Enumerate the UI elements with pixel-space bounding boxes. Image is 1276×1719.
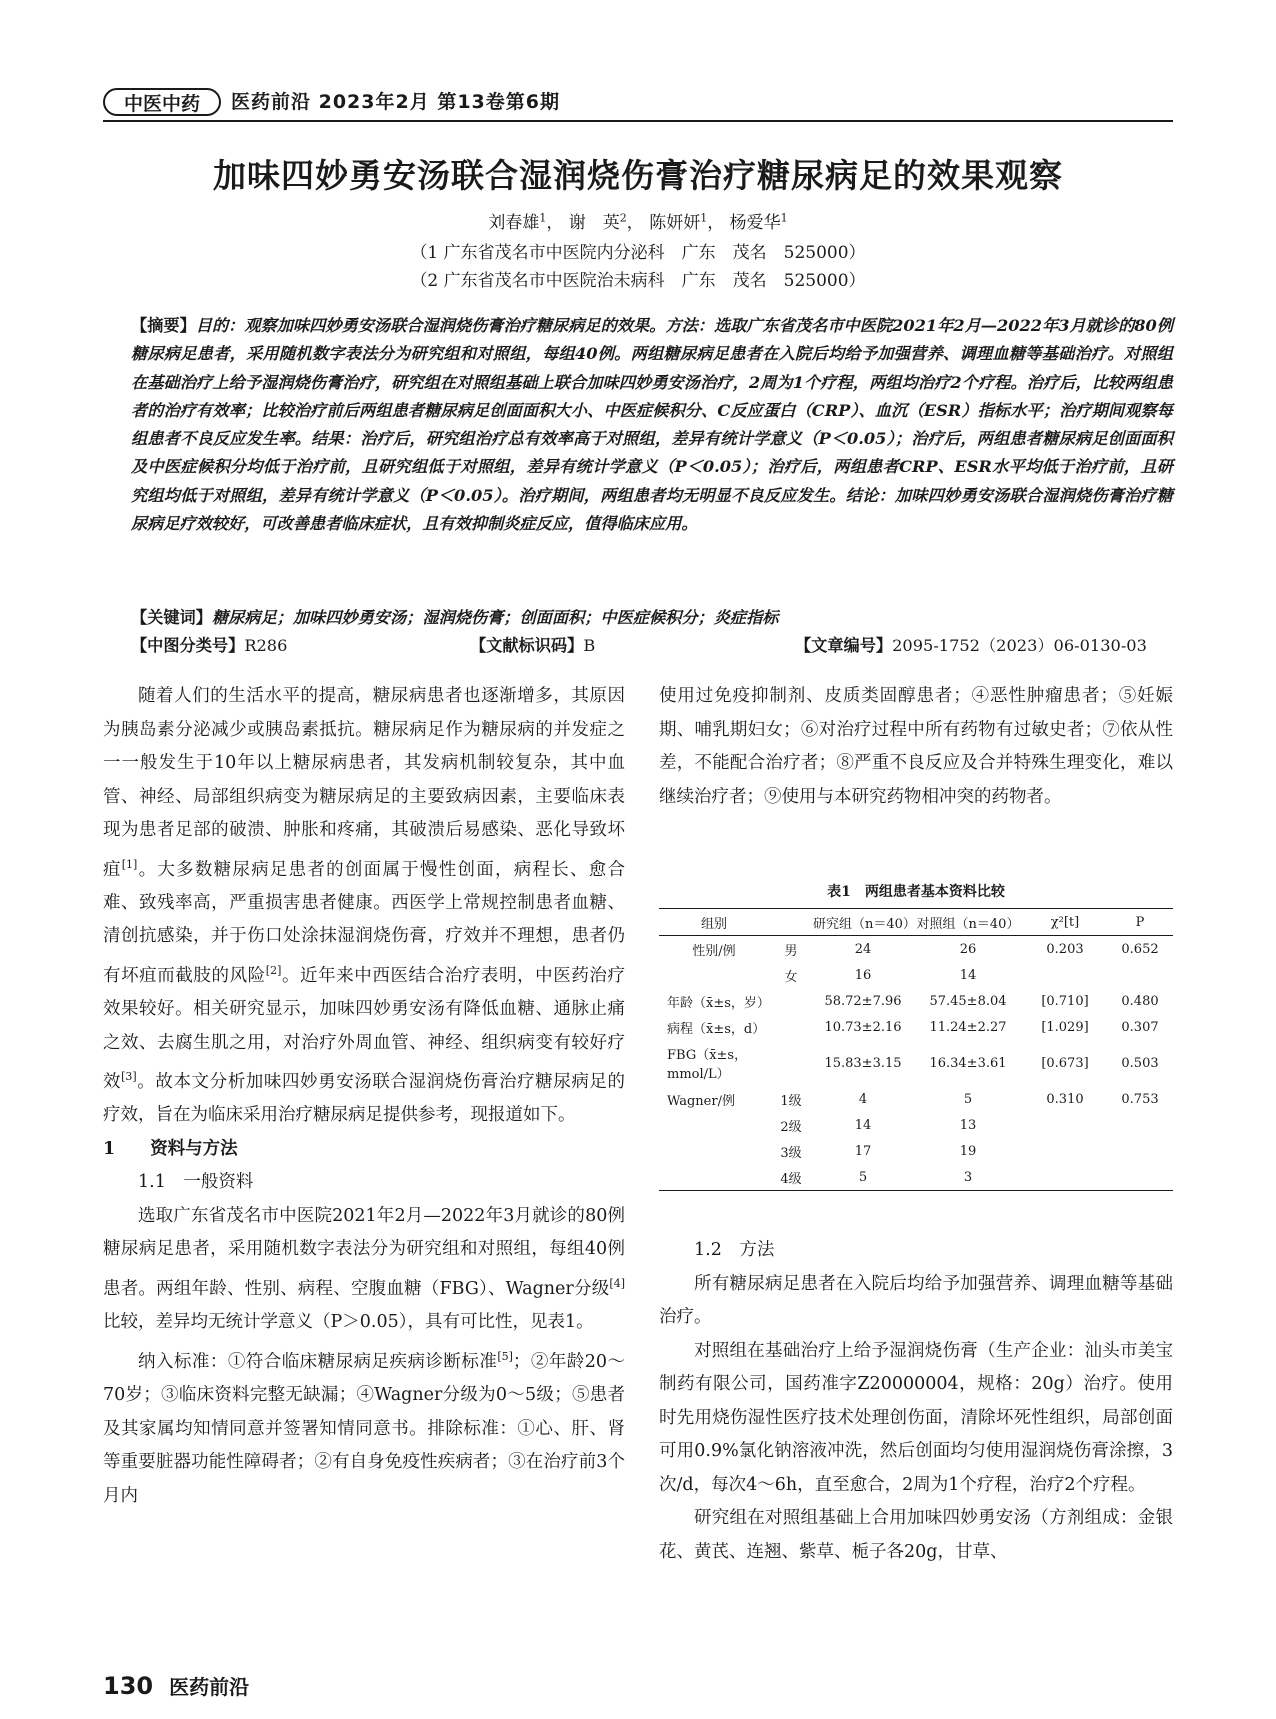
table-cell: 男 bbox=[784, 943, 798, 959]
table-cell: Wagner/例 bbox=[667, 1093, 735, 1109]
table-row bbox=[659, 1014, 1173, 1040]
table-cell: 女 bbox=[784, 969, 798, 985]
table-cell: 4 bbox=[858, 1091, 868, 1107]
table-row bbox=[659, 1112, 1173, 1138]
table-header-cell: 研究组（n＝40） bbox=[813, 916, 916, 932]
citation: [4] bbox=[609, 1276, 625, 1290]
running-header bbox=[103, 86, 1173, 120]
clc-number bbox=[131, 632, 287, 660]
header-rule bbox=[103, 120, 1173, 122]
doc-code-label: 【文献标识码】 bbox=[470, 636, 584, 655]
author-sup: 1 bbox=[780, 211, 788, 225]
author-list bbox=[103, 208, 1173, 233]
table-cell: 性别/例 bbox=[692, 943, 736, 959]
citation: [3] bbox=[121, 1070, 137, 1084]
table-cell: 26 bbox=[959, 941, 977, 957]
table-cell: 15.83±3.15 bbox=[824, 1055, 902, 1071]
table-cell: 0.753 bbox=[1121, 1091, 1159, 1107]
table-cell: 24 bbox=[854, 941, 872, 957]
table-cell: 16.34±3.61 bbox=[929, 1055, 1007, 1071]
criteria-paragraph: 纳入标准：①符合临床糖尿病足疾病诊断标准[5]；②年龄20～70岁；③临床资料完整无缺漏；④Wagner分级为0～5级；⑤患者及其家属均知情同意并签署知情同意书。排除标准：①心、肝、肾等重要脏器功能性障碍者；②有自身免疫性疾病者；③在治疗前3个月内 bbox=[103, 1349, 625, 1506]
table-cell: 病程（x̄±s，d） bbox=[667, 1021, 766, 1037]
citation: [1] bbox=[121, 857, 138, 871]
table-row bbox=[659, 1164, 1173, 1191]
table-cell bbox=[1023, 1112, 1107, 1138]
criteria-continued: 使用过免疫抑制剂、皮质类固醇患者；④恶性肿瘤患者；⑤妊娠期、哺乳期妇女；⑥对治疗过程中所有药物有过敏史者；⑦依从性差，不能配合治疗者；⑧严重不良反应及合并特殊生理变化，难以继续治疗者；⑨使用与本研究药物相冲突的药物者。 bbox=[659, 686, 1173, 807]
journal-info: 医药前沿 2023年2月 第13卷第6期 bbox=[231, 91, 560, 113]
table-cell bbox=[769, 1040, 813, 1086]
section-badge: 中医中药 bbox=[103, 88, 221, 116]
affiliation: （2 广东省茂名市中医院治未病科 广东 茂名 525000） bbox=[410, 271, 866, 291]
author-sup: 2 bbox=[619, 211, 627, 225]
table-cell bbox=[659, 1112, 769, 1138]
left-column bbox=[103, 680, 625, 1513]
table-cell: 2级 bbox=[780, 1119, 802, 1135]
table-cell: 0.307 bbox=[1121, 1019, 1159, 1035]
table-cell: 年龄（x̄±s，岁） bbox=[667, 995, 770, 1011]
table-cell: 10.73±2.16 bbox=[824, 1019, 902, 1035]
article-number bbox=[795, 632, 1147, 660]
author-sep: ， bbox=[546, 213, 564, 233]
method-paragraph: 对照组在基础治疗上给予湿润烧伤膏（生产企业：汕头市美宝制药有限公司，国药准字Z20000004，规格：20g）治疗。使用时先用烧伤湿性医疗技术处理创伤面，清除坏死性组织，局部创面可用0.9%氯化钠溶液冲洗，然后创面均匀使用湿润烧伤膏涂擦，3次/d，每次4～6h，直至愈合，2周为1个疗程，治疗2个疗程。 bbox=[659, 1340, 1173, 1495]
table-cell: 0.652 bbox=[1121, 941, 1159, 957]
table-cell bbox=[769, 988, 813, 1014]
table-header-cell bbox=[769, 909, 813, 936]
table-header-row bbox=[659, 909, 1173, 936]
article-number-label: 【文章编号】 bbox=[795, 636, 893, 655]
table-cell bbox=[1107, 962, 1173, 988]
article-number-value: 2095-1752（2023）06-0130-03 bbox=[892, 636, 1147, 655]
table-cell: 17 bbox=[854, 1143, 872, 1159]
table-cell: 19 bbox=[959, 1143, 977, 1159]
table-row bbox=[659, 1040, 1173, 1086]
table-cell bbox=[1107, 1164, 1173, 1191]
general-paragraph: 选取广东省茂名市中医院2021年2月—2022年3月就诊的80例糖尿病足患者，采用随机数字表法分为研究组和对照组，每组40例患者。两组年龄、性别、病程、空腹血糖（FBG）、Wagner分级[4]比较，差异均无统计学意义（P＞0.05），具有可比性，见表1。 bbox=[103, 1205, 625, 1333]
affiliation: （1 广东省茂名市中医院内分泌科 广东 茂名 525000） bbox=[410, 243, 866, 263]
abstract-text: 目的：观察加味四妙勇安汤联合湿润烧伤膏治疗糖尿病足的效果。方法：选取广东省茂名市中医院2021年2月—2022年3月就诊的80例糖尿病足患者，采用随机数字表法分为研究组和对照组，每组40例。两组糖尿病足患者在入院后均给予加强营养、调理血糖等基础治疗。对照组在基础治疗上给予湿润烧伤膏治疗，研究组在对照组基础上联合加味四妙勇安汤治疗，2周为1个疗程，两组均治疗2个疗程。治疗后，比较两组患者的治疗有效率；比较治疗前后两组患者糖尿病足创面面积大小、中医症候积分、C反应蛋白（CRP）、血沉（ESR）指标水平；治疗期间观察每组患者不良反应发生率。结果：治疗后，研究组治疗总有效率高于对照组，差异有统计学意义（P＜0.05）；治疗后，两组患者糖尿病足创面面积及中医症候积分均低于治疗前，且研究组低于对照组，差异有统计学意义（P＜0.05）；治疗后，两组患者CRP、ESR水平均低于治疗前，且研究组均低于对照组，差异有统计学意义（P＜0.05）。治疗期间，两组患者均无明显不良反应发生。结论：加味四妙勇安汤联合湿润烧伤膏治疗糖尿病足疗效较好，可改善患者临床症状，且有效抑制炎症反应，值得临床应用。 bbox=[131, 316, 1174, 534]
table-cell: 1级 bbox=[780, 1093, 802, 1109]
intro-paragraph: 随着人们的生活水平的提高，糖尿病患者也逐渐增多，其原因为胰岛素分泌减少或胰岛素抵抗。糖尿病足作为糖尿病的并发症之一一般发生于10年以上糖尿病患者，其发病机制较复杂，其中血管、神经、局部组织病变为糖尿病足的主要致病因素，主要临床表现为患者足部的破溃、肿胀和疼痛，其破溃后易感染、恶化导致坏疽[1]。大多数糖尿病足患者的创面属于慢性创面，病程长、愈合难、致残率高，严重损害患者健康。西医学上常规控制患者血糖、清创抗感染，并于伤口处涂抹湿润烧伤膏，疗效并不理想，患者仍有坏疽而截肢的风险[2]。近年来中西医结合治疗表明，中医药治疗效果较好。相关研究显示，加味四妙勇安汤有降低血糖、通脉止痛之效、去腐生肌之用，对治疗外周血管、神经、组织病变有较好疗效[3]。故本文分析加味四妙勇安汤联合湿润烧伤膏治疗糖尿病足的疗效，旨在为临床采用治疗糖尿病足提供参考，现报道如下。 bbox=[103, 686, 626, 1126]
table-cell: 5 bbox=[963, 1091, 973, 1107]
citation: [2] bbox=[265, 963, 282, 977]
table-cell: 0.480 bbox=[1121, 993, 1159, 1009]
table-cell: 3 bbox=[963, 1169, 973, 1185]
table-header-cell: 组别 bbox=[700, 916, 727, 932]
keywords-text: 糖尿病足；加味四妙勇安汤；湿润烧伤膏；创面面积；中医症候积分；炎症指标 bbox=[211, 608, 779, 627]
article-title: 加味四妙勇安汤联合湿润烧伤膏治疗糖尿病足的效果观察 bbox=[213, 156, 1063, 195]
clc-label: 【中图分类号】 bbox=[131, 636, 245, 655]
author: 杨爱华 bbox=[729, 213, 781, 233]
author: 谢 英 bbox=[568, 213, 620, 233]
table-cell: 5 bbox=[858, 1169, 868, 1185]
method-paragraph: 研究组在对照组基础上合用加味四妙勇安汤（方剂组成：金银花、黄芪、连翘、紫草、栀子各20g，甘草、 bbox=[659, 1508, 1173, 1562]
section-heading: 1 资料与方法 bbox=[103, 1138, 238, 1159]
keywords-label: 【关键词】 bbox=[131, 608, 212, 627]
table-cell: [0.710] bbox=[1041, 993, 1089, 1009]
table-cell: 0.203 bbox=[1046, 941, 1084, 957]
right-column-bottom bbox=[659, 1234, 1173, 1569]
table-cell bbox=[1023, 1138, 1107, 1164]
table-header-cell: 对照组（n＝40） bbox=[916, 916, 1020, 932]
table-cell: 11.24±2.27 bbox=[929, 1019, 1007, 1035]
table-cell: 14 bbox=[959, 967, 977, 983]
table-cell: 57.45±8.04 bbox=[929, 993, 1007, 1009]
table-cell: 0.310 bbox=[1046, 1091, 1084, 1107]
table-cell: 4级 bbox=[780, 1171, 802, 1187]
abstract-label: 【摘要】 bbox=[131, 316, 196, 335]
clc-value: R286 bbox=[244, 636, 288, 655]
author-sep: ， bbox=[707, 213, 725, 233]
author-sup: 1 bbox=[539, 211, 547, 225]
table-cell bbox=[769, 1014, 813, 1040]
table-cell bbox=[1107, 1138, 1173, 1164]
table-cell bbox=[1107, 1112, 1173, 1138]
author: 陈妍妍 bbox=[649, 213, 701, 233]
table-cell: FBG（x̄±s，mmol/L） bbox=[667, 1048, 748, 1082]
abstract bbox=[131, 312, 1173, 538]
author-sup: 1 bbox=[700, 211, 708, 225]
table-cell bbox=[1023, 962, 1107, 988]
table-cell: 0.503 bbox=[1121, 1055, 1159, 1071]
baseline-table bbox=[659, 908, 1173, 1191]
table-row bbox=[659, 1138, 1173, 1164]
footer-journal: 医药前沿 bbox=[169, 1675, 250, 1699]
author: 刘春雄 bbox=[488, 213, 540, 233]
keywords bbox=[131, 604, 1173, 632]
page-footer bbox=[103, 1671, 249, 1700]
table-header-cell: χ²[t] bbox=[1050, 914, 1080, 930]
table-header-cell: P bbox=[1135, 914, 1145, 930]
subsection-heading: 1.1 一般资料 bbox=[138, 1172, 254, 1193]
citation: [5] bbox=[497, 1349, 513, 1363]
table-cell: 58.72±7.96 bbox=[824, 993, 902, 1009]
document-code bbox=[470, 632, 595, 660]
table-cell bbox=[659, 1164, 769, 1191]
table-row bbox=[659, 936, 1173, 963]
table-cell bbox=[659, 1138, 769, 1164]
page-number: 130 bbox=[103, 1672, 154, 1700]
table-cell bbox=[659, 962, 769, 988]
table-cell: [0.673] bbox=[1041, 1055, 1089, 1071]
table-row bbox=[659, 1086, 1173, 1112]
table-cell bbox=[1023, 1164, 1107, 1191]
table-title: 表1 两组患者基本资料比较 bbox=[827, 884, 1005, 900]
table-row bbox=[659, 988, 1173, 1014]
method-paragraph: 所有糖尿病足患者在入院后均给予加强营养、调理血糖等基础治疗。 bbox=[659, 1273, 1173, 1327]
table-cell: [1.029] bbox=[1041, 1019, 1089, 1035]
table-row bbox=[659, 962, 1173, 988]
table-cell: 13 bbox=[959, 1117, 977, 1133]
subsection-heading: 1.2 方法 bbox=[694, 1240, 775, 1260]
author-sep: ， bbox=[626, 213, 644, 233]
doc-code-value: B bbox=[583, 636, 596, 655]
table-cell: 3级 bbox=[780, 1145, 802, 1161]
right-column-top bbox=[659, 680, 1173, 814]
table-cell: 16 bbox=[854, 967, 872, 983]
table-cell: 14 bbox=[854, 1117, 872, 1133]
